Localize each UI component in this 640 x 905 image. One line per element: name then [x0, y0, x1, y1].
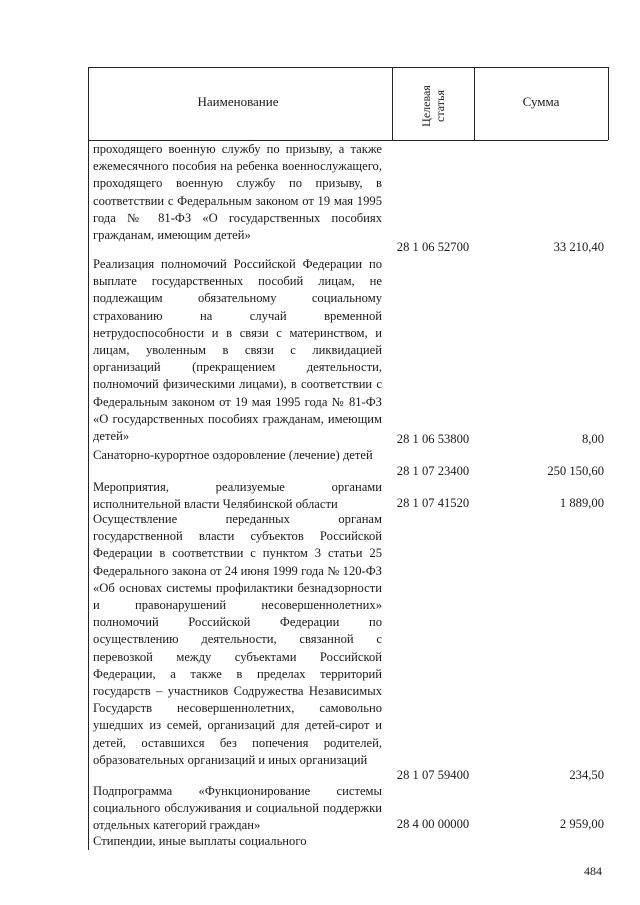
- row-name: Мероприятия, реализуемые органами исполнительной власти Челябинской области: [93, 480, 382, 512]
- row-sum: 1 889,00: [559, 496, 604, 510]
- header-code: [392, 73, 474, 139]
- row-code: 28 1 07 41520: [396, 496, 470, 510]
- row-code: 28 4 00 00000: [396, 817, 470, 831]
- row-code: 28 1 06 52700: [396, 240, 470, 254]
- row-sum: 234,50: [569, 768, 604, 782]
- row-sum: 2 959,00: [559, 817, 604, 831]
- header-code-line2: статья: [433, 90, 447, 122]
- header-name: Наименование: [197, 94, 279, 109]
- row-sum: 8,00: [581, 432, 604, 446]
- table-right-border: [608, 67, 609, 140]
- row-name: Осуществление переданных органам государственной власти субъектов Российской Федерации в соответствии с пунктом 3 статьи 25 Федерального закона от 24 июня 1999 года № 120-ФЗ «Об основах системы профилактики безнадзорности и правонарушений несовершеннолетних» полномочий Российской Федерации по осуществлению деятельности, связанной с перевозкой между субъектами Российской Федерации, а также в пределах территорий государств – участников Содружества Независимых Государств несовершеннолетних, самовольно ушедших из семей, организаций для детей-сирот и детей, оставшихся без попечения родителей, образовательных организаций и иных организаций: [93, 512, 382, 767]
- row-name: Стипендии, иные выплаты социального: [93, 834, 307, 848]
- row-code: 28 1 07 23400: [396, 464, 470, 478]
- header-code-line1: Целевая: [419, 85, 433, 127]
- row-sum: 33 210,40: [553, 240, 604, 254]
- row-sum: 250 150,60: [547, 464, 604, 478]
- row-name: Санаторно-курортное оздоровление (лечение) детей: [93, 448, 373, 462]
- page-number: 484: [584, 864, 602, 878]
- table-top-border: [88, 67, 608, 68]
- header-sum: Сумма: [522, 94, 560, 109]
- row-name: Подпрограмма «Функционирование системы социального обслуживания и социальной поддержки отдельных категорий граждан»: [93, 784, 382, 833]
- row-code: 28 1 07 59400: [396, 768, 470, 782]
- row-code: 28 1 06 53800: [396, 432, 470, 446]
- table-left-border: [88, 67, 89, 850]
- row-name: проходящего военную службу по призыву, а также ежемесячного пособия на ребенка военнослужащего, проходящего военную службу по призыву, в соответствии с Федеральным законом от 19 мая 1995 года № 81-ФЗ «О государственных пособиях гражданам, имеющим детей»: [93, 142, 382, 243]
- row-name: Реализация полномочий Российской Федерации по выплате государственных пособий лицам, не подлежащим обязательному социальному страхованию на случай временной нетрудоспособности и в связи с материнством, и лицам, уволенным в связи с ликвидацией организаций (прекращением деятельности, полномочий физическими лицами), в соответствии с Федеральным законом от 19 мая 1995 года № 81-ФЗ «О государственных пособиях гражданам, имеющим детей»: [93, 257, 382, 444]
